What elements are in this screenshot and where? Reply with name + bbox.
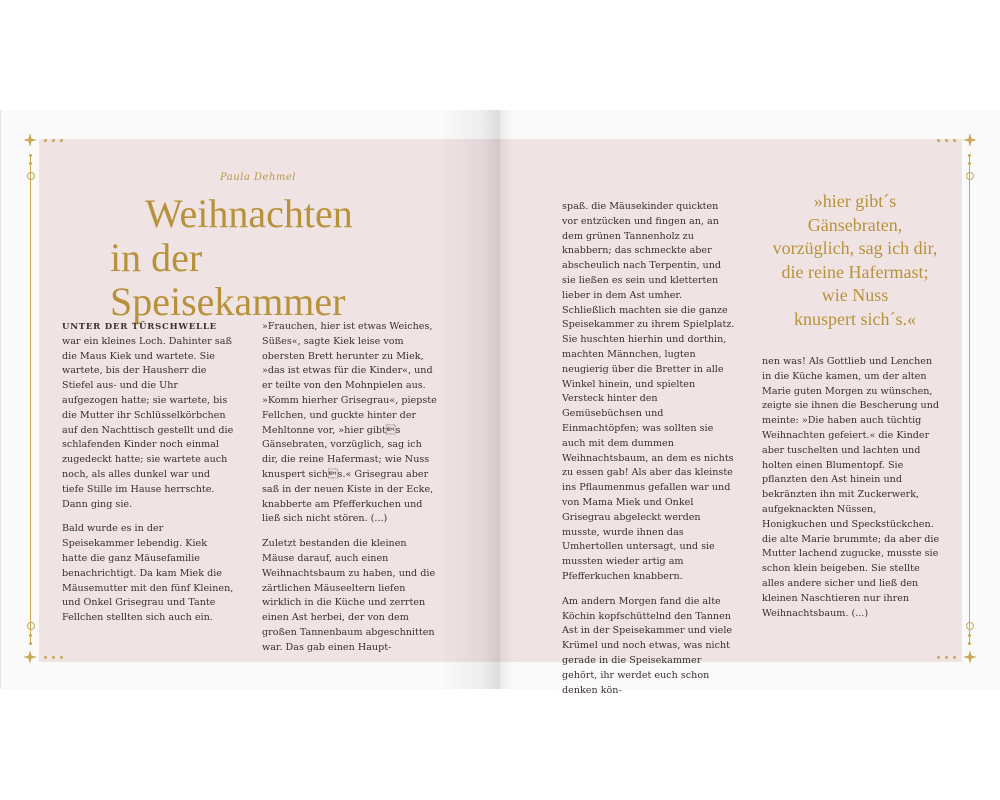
ornament-dot bbox=[60, 139, 63, 142]
title-line-2: in der Speisekammer bbox=[110, 235, 346, 324]
gutter-shadow bbox=[440, 110, 500, 689]
ornament-dot bbox=[937, 139, 940, 142]
author-name: Paula Dehmel bbox=[220, 172, 296, 183]
gutter-highlight bbox=[500, 110, 514, 689]
corner-ornament-icon bbox=[963, 650, 977, 664]
ornament-ring bbox=[27, 172, 35, 180]
ornament-dot bbox=[60, 656, 63, 659]
ornament-dot bbox=[29, 642, 32, 645]
quote-line: die reine Hafermast; bbox=[781, 261, 929, 282]
paragraph: Am andern Morgen fand die alte Köchin kopfschüttelnd den Tannen Ast in der Speisekammer und viele Krümel und noch etwas, was nicht gerade in die Speisekammer gehört, ihr werdet euch schon denken kön- bbox=[562, 595, 733, 696]
quote-line: »hier gibt´s bbox=[813, 191, 897, 211]
ornament-dot bbox=[968, 642, 971, 645]
paragraph: spaß. die Mäusekinder quickten vor entzücken und fingen an, an dem grünen Tannenholz zu knabbern; das schmeckte aber abscheulich nach Terpentin, und sie ließen es sein und kletterten lieber in dem Ast umher. Schließlich machten sie die ganze Speisekammer zu ihrem Spielplatz. Sie huschten hierhin und dorthin, machten Männchen, lugten neugierig über die Bretter in alle Winkel hinein, und spielten Versteck hinter den Gemüsebüchsen und Einmachtöpfen; was sollten sie auch mit dem dummen Weihnachtsbaum, an dem es nichts zu essen gab! Als aber das kleinste ins Pflaumenmus gefallen war und von Mama Miek und Onkel Grisegrau abgeleckt werden musste, wurde ihnen das Umhertollen untersagt, und sie mussten wieder artig am Pfefferkuchen knabbern. bbox=[562, 201, 735, 582]
corner-ornament-icon bbox=[23, 650, 37, 664]
ornament-dot bbox=[29, 154, 32, 157]
ornament-dot bbox=[968, 162, 971, 165]
lead-in: UNTER DER TÜRSCHWELLE bbox=[62, 322, 217, 332]
title-line-1: Weihnachten bbox=[145, 191, 353, 236]
ornament-dot bbox=[968, 634, 971, 637]
ornament-dot bbox=[945, 656, 948, 659]
ornament-dot bbox=[44, 139, 47, 142]
paragraph: Zuletzt bestanden die kleinen Mäuse darauf, auch einen Weihnachtsbaum zu haben, und die zärtlichen Mäuseeltern liefen wirklich in die Küche und zerrten einen Ast herbei, der von dem großen Tannenbaum abgeschnitten war. Das gab einen Haupt- bbox=[262, 538, 436, 653]
ornament-dot bbox=[953, 139, 956, 142]
ornament-dot bbox=[968, 154, 971, 157]
paragraph bbox=[62, 320, 234, 512]
ornament-ring bbox=[966, 622, 974, 630]
ornament-dot bbox=[29, 634, 32, 637]
page-title bbox=[110, 192, 430, 324]
ornament-ring bbox=[966, 172, 974, 180]
quote-line: knuspert sich´s.« bbox=[794, 308, 916, 329]
right-border-line bbox=[969, 156, 970, 642]
pull-quote bbox=[770, 190, 940, 331]
quote-line: wie Nuss bbox=[821, 285, 889, 305]
ornament-dot bbox=[52, 656, 55, 659]
paragraph: »Frauchen, hier ist etwas Weiches, Süßes«, sagte Kiek leise vom obersten Brett herunter zu Miek, »das ist etwas für die Kinder«, und er teilte von den Mohnpielen aus. »Komm hierher Grisegrau«, piepste Fellchen, und guckte hinter der Mehltonne vor, »hier gibts Gänsebraten, vorzüglich, sag ich dir, die reine Hafermast; wie Nuss knuspert sichs.« Grisegrau aber saß in der neuen Kiste in der Ecke, knabberte am Pfefferkuchen und ließ sich nicht stören. (...) bbox=[262, 321, 437, 525]
text-column-2 bbox=[262, 320, 438, 666]
paragraph: nen was! Als Gottlieb und Lenchen in die Küche kamen, um der alten Marie guten Morgen zu wünschen, zeigte sie ihnen die Bescherung und meinte: »Die haben auch tüchtig Weihnachten gefeiert.« die Kinder aber tuschelten und lachten und holten einen Blumentopf. Sie pflanzten den Ast hinein und bekränzten ihn mit Zuckerwerk, aufgeknackten Nüssen, Honigkuchen und Speckstückchen. die alte Marie brummte; da aber die Mutter lachend zugucke, musste sie schon klein beigeben. Sie stellte alles andere sicher und ließ den kleinen Naschtieren nur ihren Weihnachtsbaum. (...) bbox=[762, 356, 940, 619]
quote-line: Gänsebraten, bbox=[807, 214, 903, 235]
paragraph-text: war ein kleines Loch. Dahinter saß die Maus Kiek und wartete. Sie wartete, bis der Hausherr die Stiefel aus- und die Uhr aufgezogen hatte; sie wartete, bis die Mutter ihr Schlüsselkörbchen auf den Nachttisch gestellt und die schlafenden Kinder noch einmal zugedeckt hatte; sie wartete auch noch, als alles dunkel war und tiefe Stille im Hause herrschte. Dann ging sie. bbox=[62, 335, 234, 510]
corner-ornament-icon bbox=[963, 133, 977, 147]
ornament-dot bbox=[52, 139, 55, 142]
paragraph: Bald wurde es in der Speisekammer lebendig. Kiek hatte die ganz Mäusefamilie benachrichtigt. Da kam Miek die Mäusemutter mit den fünf Kleinen, und Onkel Grisegrau und Tante Fellchen stellten sich auch ein. bbox=[62, 523, 234, 624]
ornament-dot bbox=[953, 656, 956, 659]
quote-line: vorzüglich, sag ich dir, bbox=[772, 238, 938, 258]
ornament-ring bbox=[27, 622, 35, 630]
text-column-1 bbox=[62, 320, 234, 636]
ornament-dot bbox=[945, 139, 948, 142]
ornament-dot bbox=[29, 162, 32, 165]
text-column-3 bbox=[562, 200, 736, 708]
text-column-4 bbox=[762, 355, 940, 631]
ornament-dot bbox=[937, 656, 940, 659]
corner-ornament-icon bbox=[23, 133, 37, 147]
left-border-line bbox=[30, 156, 31, 642]
ornament-dot bbox=[44, 656, 47, 659]
